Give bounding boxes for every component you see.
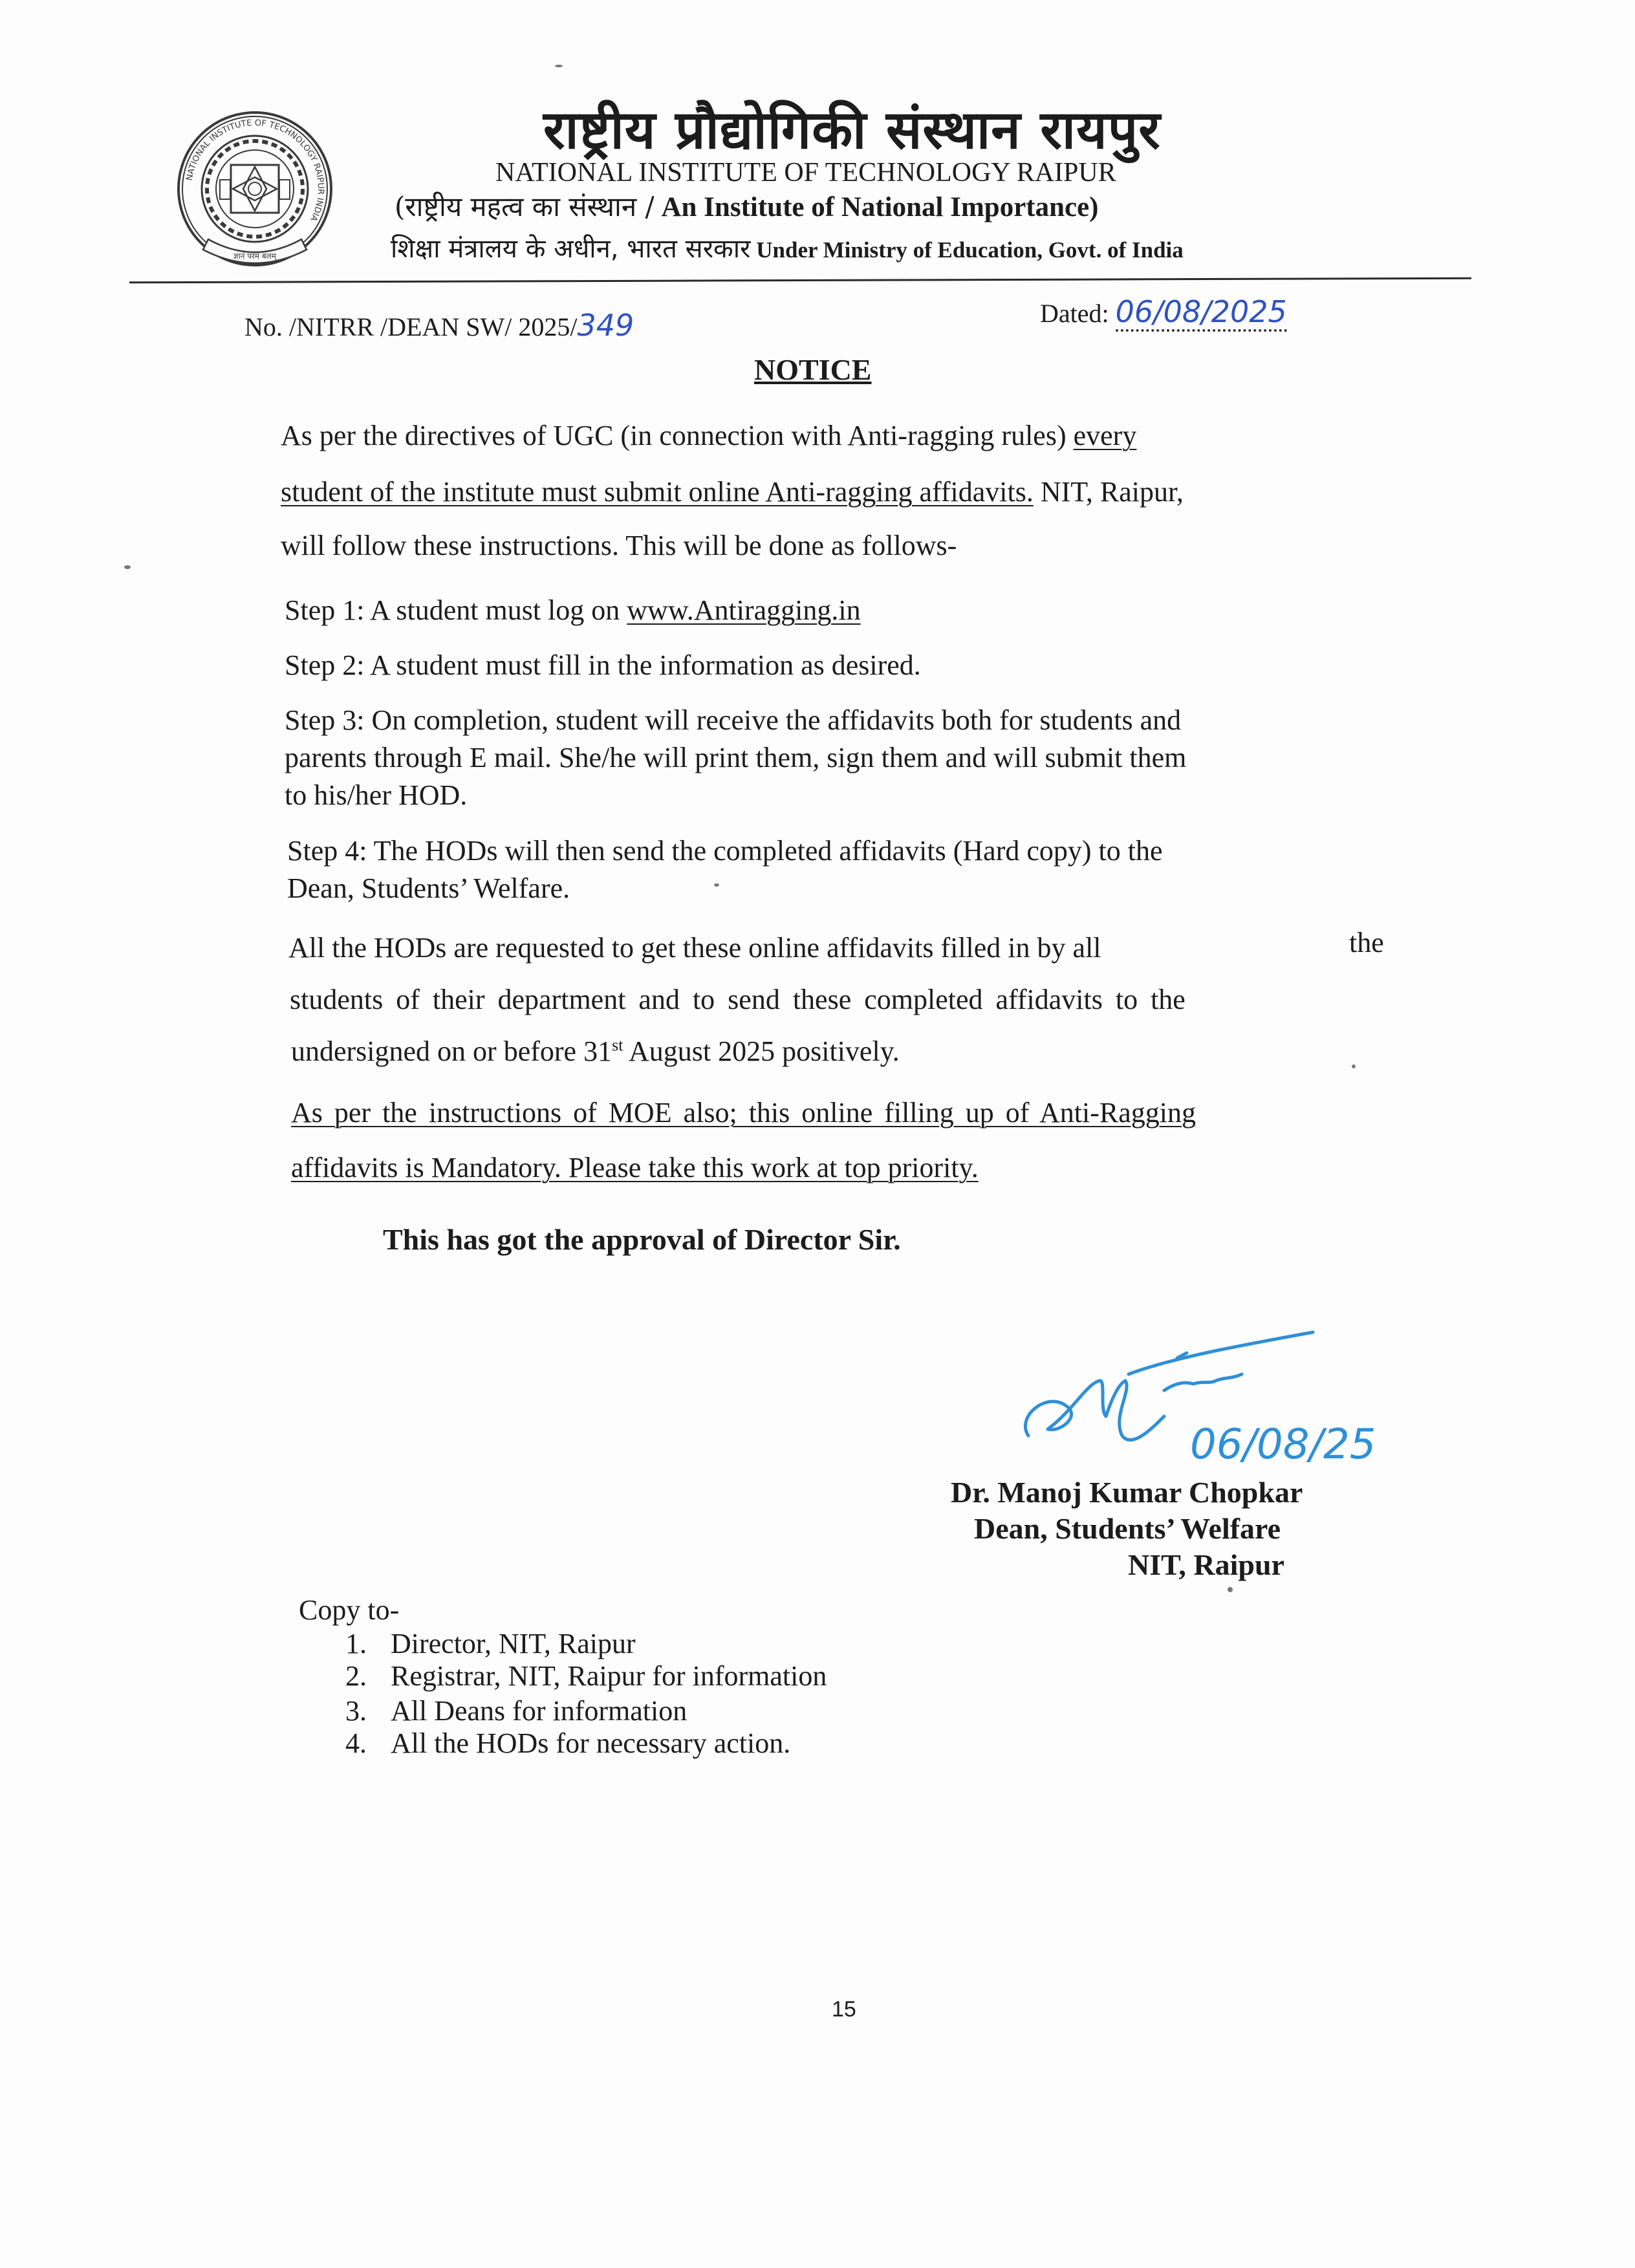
step-3-line-1: Step 3: On completion, student will receive the affidavits both for students and: [285, 704, 1182, 736]
copy-to-item: [345, 1659, 827, 1692]
logo-motto: ज्ञानं परमं बलम्: [233, 252, 277, 261]
scan-speck: [1228, 1587, 1233, 1592]
step-1-text: Step 1: A student must log on: [285, 594, 627, 626]
copy-to-item: [345, 1627, 636, 1660]
scan-speck: [124, 565, 131, 569]
notice-date: [1040, 294, 1287, 329]
request-line-3: [291, 1035, 900, 1068]
request-line-3-text: undersigned on or before 31: [291, 1035, 612, 1067]
institute-logo: [169, 103, 341, 275]
copy-item-number: 1.: [345, 1628, 367, 1659]
intro-line-2: [281, 475, 1184, 508]
copy-to-item: [345, 1727, 790, 1760]
dated-label: Dated:: [1040, 299, 1116, 328]
ministry-line: [391, 230, 1184, 265]
ministry-english: Under Ministry of Education, Govt. of India: [750, 237, 1184, 263]
reference-prefix: No. /NITRR /DEAN SW/ 2025/: [244, 312, 578, 341]
intro-line-1-underlined: every: [1073, 420, 1137, 451]
scan-speck: [555, 65, 563, 67]
step-3-line-3: to his/her HOD.: [285, 779, 468, 811]
signatory-designation: Dean, Students’ Welfare: [974, 1512, 1281, 1545]
institute-name-hindi: राष्ट्रीय प्रौद्योगिकी संस्थान रायपुर: [543, 100, 1161, 161]
page-number: 15: [832, 1997, 856, 2022]
copy-to-item: [345, 1694, 687, 1727]
ministry-hindi: शिक्षा मंत्रालय के अधीन, भारत सरकार: [391, 234, 751, 264]
logo-ring-text: NATIONAL INSTITUTE OF TECHNOLOGY RAIPUR INDIA: [184, 118, 326, 223]
signatory-org: NIT, Raipur: [1128, 1548, 1284, 1581]
request-line-1: All the HODs are requested to get these online affidavits filled in by all: [288, 932, 1101, 964]
subtitle-hindi: (राष्ट्रीय महत्व का संस्थान /: [395, 191, 655, 222]
scan-speck: [1352, 1064, 1356, 1068]
moe-line-1: As per the instructions of MOE also; this online filling up of Anti-Ragging: [291, 1097, 1196, 1129]
copy-item-number: 2.: [345, 1660, 367, 1692]
intro-line-2-text: NIT, Raipur,: [1033, 476, 1184, 508]
header-divider: [129, 277, 1471, 284]
institute-name-english: NATIONAL INSTITUTE OF TECHNOLOGY RAIPUR: [495, 158, 1116, 188]
reference-number: [244, 308, 634, 343]
antiragging-link[interactable]: www.Antiragging.in: [627, 594, 861, 626]
signatory-block: [951, 1474, 1303, 1583]
subtitle-english: An Institute of National Importance): [654, 192, 1099, 222]
intro-line-3: will follow these instructions. This will be done as follows-: [281, 530, 957, 561]
request-line-2: students of their department and to send these completed affidavits to the: [290, 984, 1186, 1015]
intro-line-1: [281, 419, 1136, 452]
moe-line-2: affidavits is Mandatory. Please take this work at top priority.: [291, 1152, 979, 1183]
intro-line-1-text: As per the directives of UGC (in connection with Anti-ragging rules): [281, 420, 1074, 451]
signature-date: 06/08/25: [1190, 1421, 1376, 1469]
step-4-line-2: Dean, Students’ Welfare.: [287, 872, 570, 904]
copy-item-text: All Deans for information: [391, 1695, 688, 1727]
scan-speck: [714, 883, 719, 887]
step-2: Step 2: A student must fill in the information as desired.: [285, 649, 921, 681]
request-line-3-sup: st: [612, 1035, 623, 1055]
copy-item-number: 4.: [345, 1727, 367, 1759]
copy-item-text: All the HODs for necessary action.: [391, 1727, 791, 1759]
copy-item-number: 3.: [345, 1695, 367, 1727]
signature: [1009, 1319, 1378, 1487]
step-4-line-1: Step 4: The HODs will then send the completed affidavits (Hard copy) to the: [287, 835, 1163, 867]
institute-subtitle: [395, 188, 1099, 224]
request-line-3-rest: August 2025 positively.: [623, 1035, 900, 1067]
request-line-1-tail: the: [1349, 927, 1384, 958]
dated-handwritten: 06/08/2025: [1116, 294, 1287, 332]
step-3-line-2: parents through E mail. She/he will print them, sign them and will submit them: [285, 742, 1187, 773]
approval-statement: This has got the approval of Director Sir.: [383, 1223, 901, 1256]
step-1: [285, 594, 861, 627]
copy-to-title: Copy to-: [299, 1594, 400, 1626]
reference-handwritten-number: 349: [577, 308, 634, 343]
intro-line-2-underlined: student of the institute must submit online Anti-ragging affidavits.: [281, 476, 1034, 508]
notice-heading: NOTICE: [754, 353, 872, 386]
copy-item-text: Registrar, NIT, Raipur for information: [391, 1660, 827, 1692]
copy-item-text: Director, NIT, Raipur: [391, 1628, 636, 1659]
signatory-name: Dr. Manoj Kumar Chopkar: [951, 1476, 1303, 1509]
